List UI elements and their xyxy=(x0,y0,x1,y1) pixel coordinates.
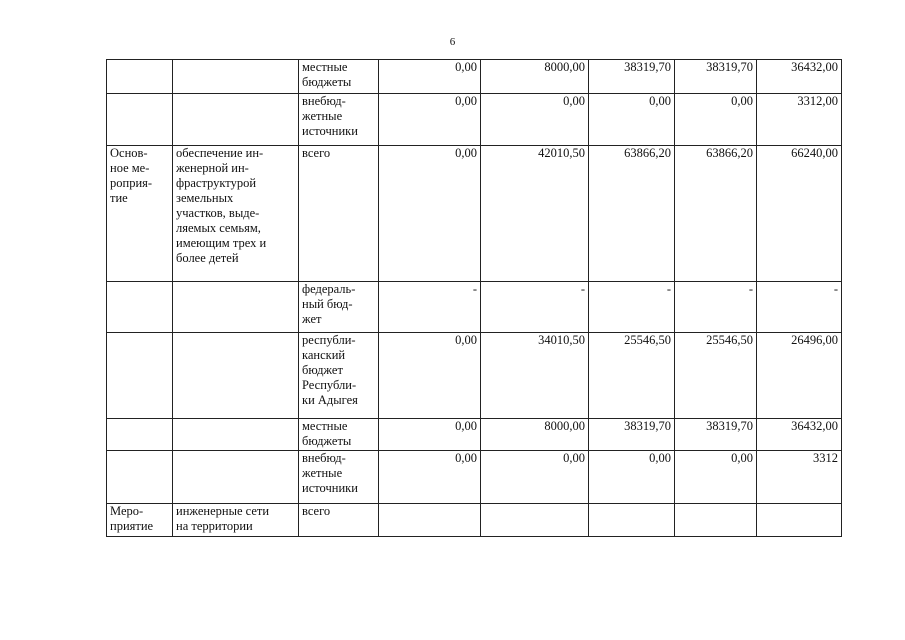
amount-cell: 42010,50 xyxy=(481,146,589,282)
cell-line: приятие xyxy=(110,519,154,533)
cell-line: ляемых семьям, xyxy=(176,221,261,235)
amount-cell: 0,00 xyxy=(379,60,481,94)
amount-cell: 8000,00 xyxy=(481,419,589,451)
event-type-cell xyxy=(107,333,173,419)
table-row xyxy=(107,333,842,419)
amount-cell: 3312 xyxy=(757,451,842,504)
amount-cell: 3312,00 xyxy=(757,94,842,146)
cell-line: жетные xyxy=(302,109,343,123)
amount-cell: - xyxy=(481,282,589,333)
cell-line: Меро- xyxy=(110,504,144,518)
table-row xyxy=(107,504,842,537)
cell-line: роприя- xyxy=(110,176,153,190)
amount-cell: 0,00 xyxy=(379,419,481,451)
amount-cell: 63866,20 xyxy=(589,146,675,282)
amount-cell: - xyxy=(675,282,757,333)
cell-line: бюджеты xyxy=(302,75,352,89)
event-type-cell xyxy=(107,146,173,282)
funding-source-cell xyxy=(299,282,379,333)
funding-source-cell xyxy=(299,60,379,94)
table-row xyxy=(107,146,842,282)
event-name-cell xyxy=(173,504,299,537)
amount-cell: 0,00 xyxy=(675,451,757,504)
amount-cell xyxy=(481,504,589,537)
table-row xyxy=(107,94,842,146)
cell-line: женерной ин- xyxy=(176,161,249,175)
amount-cell: - xyxy=(757,282,842,333)
cell-line: на территории xyxy=(176,519,253,533)
event-name-cell xyxy=(173,146,299,282)
cell-line: фраструктурой xyxy=(176,176,257,190)
amount-cell: 36432,00 xyxy=(757,60,842,94)
amount-cell xyxy=(589,504,675,537)
amount-cell: 0,00 xyxy=(589,94,675,146)
table-row xyxy=(107,419,842,451)
event-name-cell xyxy=(173,419,299,451)
cell-line: ный бюд- xyxy=(302,297,353,311)
amount-cell: 38319,70 xyxy=(675,419,757,451)
amount-cell: 38319,70 xyxy=(589,419,675,451)
event-type-cell xyxy=(107,419,173,451)
cell-line: земельных xyxy=(176,191,234,205)
cell-line: ное ме- xyxy=(110,161,150,175)
event-type-cell xyxy=(107,94,173,146)
event-type-cell xyxy=(107,504,173,537)
amount-cell: 26496,00 xyxy=(757,333,842,419)
cell-line: республи- xyxy=(302,333,356,347)
cell-line: участков, выде- xyxy=(176,206,260,220)
amount-cell: 34010,50 xyxy=(481,333,589,419)
amount-cell: 0,00 xyxy=(379,94,481,146)
cell-line: более детей xyxy=(176,251,239,265)
event-name-cell xyxy=(173,60,299,94)
cell-line: внебюд- xyxy=(302,451,346,465)
cell-line: ки Адыгея xyxy=(302,393,358,407)
cell-line: местные xyxy=(302,60,348,74)
amount-cell: 66240,00 xyxy=(757,146,842,282)
amount-cell: - xyxy=(589,282,675,333)
amount-cell xyxy=(757,504,842,537)
amount-cell: 0,00 xyxy=(481,94,589,146)
table-row xyxy=(107,451,842,504)
funding-source-cell xyxy=(299,504,379,537)
amount-cell: 0,00 xyxy=(379,146,481,282)
event-name-cell xyxy=(173,94,299,146)
funding-source-cell xyxy=(299,333,379,419)
amount-cell: 8000,00 xyxy=(481,60,589,94)
table-row xyxy=(107,282,842,333)
cell-line: источники xyxy=(302,124,358,138)
cell-line: жет xyxy=(302,312,322,326)
table-row xyxy=(107,60,842,94)
cell-line: бюджеты xyxy=(302,434,352,448)
cell-line: имеющим трех и xyxy=(176,236,267,250)
amount-cell: 0,00 xyxy=(481,451,589,504)
cell-line: источники xyxy=(302,481,358,495)
amount-cell xyxy=(379,504,481,537)
amount-cell: 36432,00 xyxy=(757,419,842,451)
funding-source-cell xyxy=(299,94,379,146)
funding-source-cell xyxy=(299,419,379,451)
cell-line: федераль- xyxy=(302,282,356,296)
cell-line: всего xyxy=(302,146,331,160)
amount-cell: 0,00 xyxy=(675,94,757,146)
cell-line: инженерные сети xyxy=(176,504,270,518)
funding-source-cell xyxy=(299,146,379,282)
cell-line: канский xyxy=(302,348,346,362)
cell-line: местные xyxy=(302,419,348,433)
funding-source-cell xyxy=(299,451,379,504)
event-type-cell xyxy=(107,282,173,333)
cell-line: Республи- xyxy=(302,378,357,392)
page-number: 6 xyxy=(449,36,456,48)
amount-cell: 0,00 xyxy=(379,333,481,419)
budget-table xyxy=(106,59,842,537)
cell-line: Основ- xyxy=(110,146,148,160)
event-name-cell xyxy=(173,282,299,333)
amount-cell: 0,00 xyxy=(589,451,675,504)
amount-cell: - xyxy=(379,282,481,333)
amount-cell: 25546,50 xyxy=(589,333,675,419)
amount-cell: 38319,70 xyxy=(675,60,757,94)
amount-cell: 63866,20 xyxy=(675,146,757,282)
event-name-cell xyxy=(173,333,299,419)
event-type-cell xyxy=(107,60,173,94)
cell-line: жетные xyxy=(302,466,343,480)
cell-line: всего xyxy=(302,504,331,518)
amount-cell xyxy=(675,504,757,537)
event-name-cell xyxy=(173,451,299,504)
cell-line: внебюд- xyxy=(302,94,346,108)
amount-cell: 25546,50 xyxy=(675,333,757,419)
amount-cell: 0,00 xyxy=(379,451,481,504)
amount-cell: 38319,70 xyxy=(589,60,675,94)
cell-line: обеспечение ин- xyxy=(176,146,264,160)
event-type-cell xyxy=(107,451,173,504)
cell-line: бюджет xyxy=(302,363,343,377)
cell-line: тие xyxy=(110,191,128,205)
